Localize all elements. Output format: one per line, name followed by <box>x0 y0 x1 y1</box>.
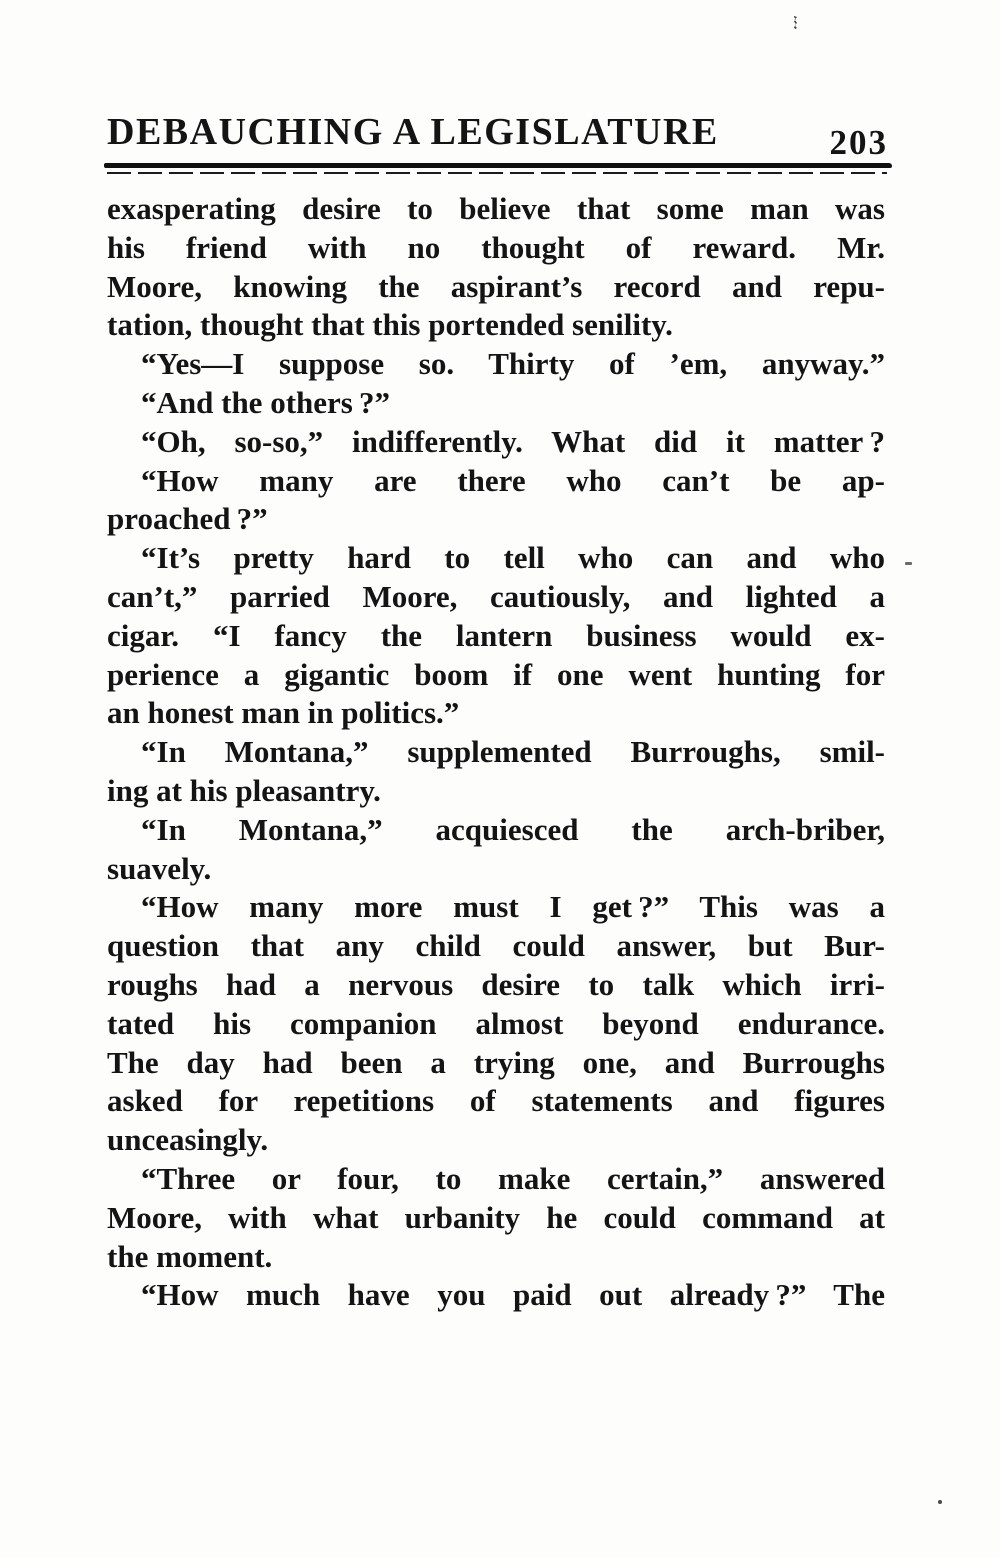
header-rule-thin <box>107 172 887 174</box>
scan-artifact-squiggle <box>794 16 797 29</box>
text-line: exasperating desire to believe that some man was <box>107 191 885 226</box>
text-line: suavely. <box>107 850 212 886</box>
running-title: DEBAUCHING A LEGISLATURE <box>107 111 719 153</box>
text-line: his friend with no thought of reward. Mr. <box>107 229 885 265</box>
scan-artifact-dot <box>938 1500 942 1504</box>
text-line: tation, thought that this portended senility. <box>107 307 673 343</box>
text-line: Moore, knowing the aspirant’s record and repu- <box>107 268 885 304</box>
text-line: proached ?” <box>107 501 268 537</box>
text-line: cigar. “I fancy the lantern business would ex- <box>107 617 885 653</box>
text-line: “How many more must I get ?” This was a <box>141 889 885 925</box>
header-rule-thick <box>104 163 892 168</box>
text-line: can’t,” parried Moore, cautiously, and lighted a <box>107 578 885 614</box>
page-body <box>107 190 885 1315</box>
text-line: “Oh, so-so,” indifferently. What did it matter ? <box>141 423 885 459</box>
page-header <box>107 110 888 162</box>
text-line: “Three or four, to make certain,” answered <box>141 1160 885 1196</box>
text-line: unceasingly. <box>107 1122 269 1158</box>
text-line: “Yes—I suppose so. Thirty of ’em, anyway.” <box>141 346 885 382</box>
text-line: the moment. <box>107 1238 273 1274</box>
text-line: perience a gigantic boom if one went hunting for <box>107 656 885 692</box>
text-line: “How much have you paid out already ?” The <box>141 1277 885 1313</box>
text-line: roughs had a nervous desire to talk which irri- <box>107 966 885 1002</box>
text-line: The day had been a trying one, and Burroughs <box>107 1044 885 1080</box>
text-line: question that any child could answer, but Bur- <box>107 928 885 964</box>
text-line: “How many are there who can’t be ap- <box>141 462 885 498</box>
text-line: an honest man in politics.” <box>107 695 460 731</box>
text-line: “And the others ?” <box>141 384 391 420</box>
text-line: “In Montana,” acquiesced the arch-briber, <box>141 811 885 847</box>
text-line: tated his companion almost beyond endurance. <box>107 1005 885 1041</box>
text-line: “In Montana,” supplemented Burroughs, smil- <box>141 734 885 770</box>
text-line: asked for repetitions of statements and figures <box>107 1083 885 1119</box>
scan-artifact-dash <box>905 562 912 565</box>
text-line: Moore, with what urbanity he could command at <box>107 1199 885 1235</box>
text-line: “It’s pretty hard to tell who can and who <box>141 540 885 576</box>
text-line: ing at his pleasantry. <box>107 772 381 808</box>
page-number: 203 <box>829 123 888 162</box>
